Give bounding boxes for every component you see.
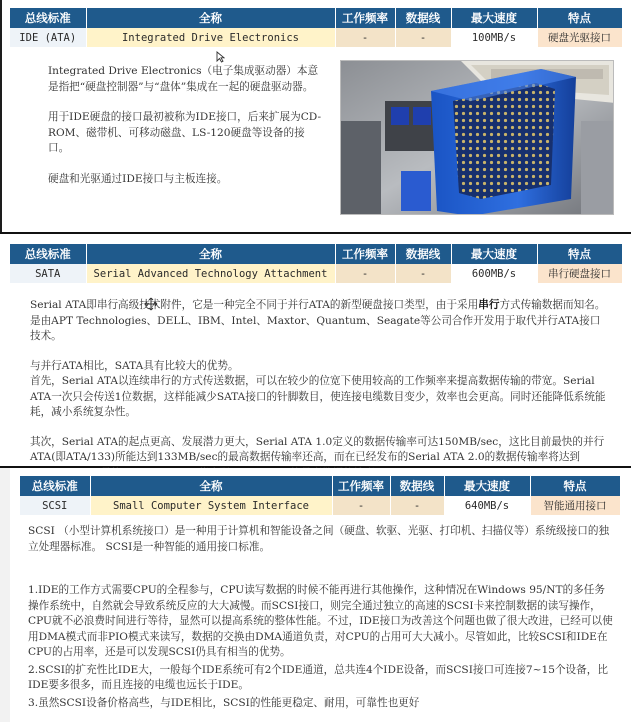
cell-full-name: Small Computer System Interface — [90, 496, 332, 515]
header-feature: 特点 — [530, 476, 620, 496]
header-data-lines: 数据线 — [395, 244, 451, 264]
cell-bus-name: SCSI — [20, 496, 90, 515]
scsi-point: 1.IDE的工作方式需要CPU的全程参与，CPU读写数据的时候不能再进行其他操作，这种情况在Windows 95/NT的多任务操作系统中，自然就会导致系统反应的大大减慢。而SCSI接口，则完全通过独立的高速的SCSI卡来控制数据的读写操作，CPU就不必浪费时间进行等待，显然可以提高系统的整体性能。不过，IDE接口为改善这个问题也做了很大改进，已经可以使用DMA模式而非PIO模式来读写，数据的交换由DMA通道负责，对CPU的占用可大大减小。尽管如此，比较SCSI和IDE在CPU的占用率，还是可以发现SCSI仍具有相当的优势。 — [28, 584, 613, 658]
header-max-speed: 最大速度 — [444, 476, 530, 496]
sata-paragraph: 首先，Serial ATA以连续串行的方式传送数据，可以在较少的位宽下使用较高的工作频率来提高数据传输的带宽。Serial ATA一次只会传送1位数据，这样能减少SATA接口的针脚数目，使连接电缆数目变少，效率也会更高。同时还能降低系统能耗，减小系统复杂性。 — [30, 375, 606, 418]
header-data-lines: 数据线 — [390, 476, 444, 496]
header-frequency: 工作频率 — [335, 244, 395, 264]
cell-full-name: Serial Advanced Technology Attachment — [86, 264, 335, 283]
header-frequency: 工作频率 — [332, 476, 390, 496]
header-bus-standard: 总线标准 — [20, 476, 90, 496]
cell-bus-name: SATA — [10, 264, 86, 283]
table-row — [10, 28, 622, 47]
sata-text: Serial ATA即串行高级技术附件，它是一种完全不同于并行ATA的新型硬盘接口类型，由于采用 — [30, 299, 479, 311]
scsi-spec-table — [20, 476, 621, 515]
scsi-point: 3.虽然SCSI设备价格高些，与IDE相比，SCSI的性能更稳定、耐用，可靠性也更好 — [28, 696, 420, 709]
sata-paragraph: 与并行ATA相比，SATA具有比较大的优势。 — [30, 359, 239, 372]
ide-paragraph: Integrated Drive Electronics（电子集成驱动器）本意是指把“硬盘控制器”与“盘体”集成在一起的硬盘驱动器。 — [48, 65, 319, 93]
ide-spec-table — [10, 8, 623, 47]
cell-frequency: - — [335, 28, 395, 47]
cell-feature: 智能通用接口 — [530, 496, 620, 515]
sata-description — [30, 298, 610, 481]
ide-description — [48, 64, 324, 202]
sata-spec-table — [10, 244, 623, 283]
header-bus-standard: 总线标准 — [10, 244, 86, 264]
table-header-row — [20, 476, 620, 496]
table-row — [20, 496, 620, 515]
sata-paragraph: 其次，Serial ATA的起点更高、发展潜力更大，Serial ATA 1.0定义的数据传输率可达150MB/sec，这比目前最快的并行ATA(即ATA/133)所能达到133MB/sec的最高数据传输率还高，而在已经发布的Serial ATA 2.0的数据传输率将达到 — [30, 435, 605, 463]
header-feature: 特点 — [537, 244, 622, 264]
cell-max-speed: 640MB/s — [444, 496, 530, 515]
header-feature: 特点 — [537, 8, 622, 28]
table-header-row — [10, 244, 622, 264]
cell-frequency: - — [335, 264, 395, 283]
cell-bus-name: IDE (ATA) — [10, 28, 86, 47]
cell-feature: 硬盘光驱接口 — [537, 28, 622, 47]
scsi-intro: SCSI （小型计算机系统接口）是一种用于计算机和智能设备之间（硬盘、软驱、光驱、打印机、扫描仪等）系统级接口的独立处理器标准。 SCSI是一种智能的通用接口标准。 — [28, 525, 610, 553]
header-full-name: 全称 — [86, 244, 335, 264]
sata-paragraph — [30, 298, 610, 345]
sata-text: 方式传输数据而知名。是由APT Technologies、DELL、IBM、Intel、Maxtor、Quantum、Seagate等公司合作开发用于取代并行ATA接口技术。 — [30, 299, 606, 342]
cell-max-speed: 600MB/s — [451, 264, 537, 283]
ide-connector-photo — [340, 60, 614, 215]
cell-max-speed: 100MB/s — [451, 28, 537, 47]
mouse-cursor-icon — [144, 297, 158, 314]
cell-data-lines: - — [390, 496, 444, 515]
header-full-name: 全称 — [86, 8, 335, 28]
cell-data-lines: - — [395, 264, 451, 283]
ide-paragraph: 硬盘和光驱通过IDE接口与主板连接。 — [48, 172, 228, 185]
ide-paragraph: 用于IDE硬盘的接口最初被称为IDE接口，后来扩展为CD-ROM、磁带机、可移动磁盘、LS-120硬盘等设备的接口。 — [48, 111, 322, 154]
cell-data-lines: - — [395, 28, 451, 47]
header-max-speed: 最大速度 — [451, 8, 537, 28]
cell-full-name: Integrated Drive Electronics — [86, 28, 335, 47]
scsi-point: 2.SCSI的扩充性比IDE大，一般每个IDE系统可有2个IDE通道，总共连4个IDE设备，而SCSI接口可连接7~15个设备，比IDE要多很多，而且连接的电缆也远长于IDE。 — [28, 663, 608, 691]
header-frequency: 工作频率 — [335, 8, 395, 28]
header-bus-standard: 总线标准 — [10, 8, 86, 28]
scsi-description — [28, 524, 613, 711]
cell-frequency: - — [332, 496, 390, 515]
table-header-row — [10, 8, 622, 28]
header-data-lines: 数据线 — [395, 8, 451, 28]
sata-highlight: 串行 — [478, 299, 500, 311]
header-max-speed: 最大速度 — [451, 244, 537, 264]
cell-feature: 串行硬盘接口 — [537, 264, 622, 283]
header-full-name: 全称 — [90, 476, 332, 496]
table-row — [10, 264, 622, 283]
